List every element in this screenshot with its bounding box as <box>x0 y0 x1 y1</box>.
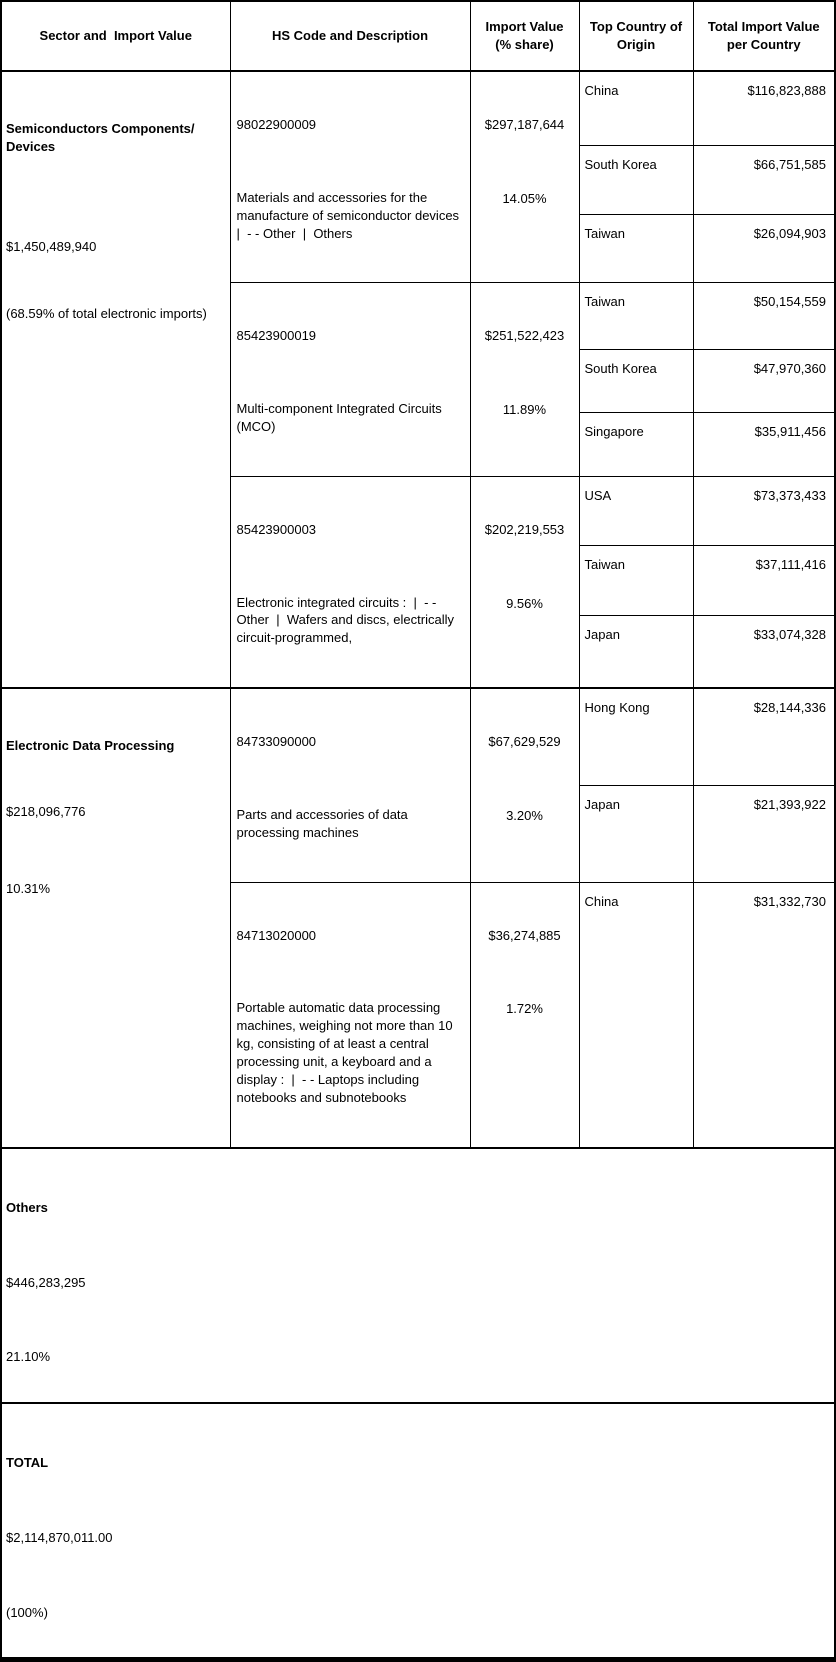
country-name: Taiwan <box>579 283 693 350</box>
import-value: $67,629,529 <box>488 734 561 750</box>
import-share: 9.56% <box>506 595 543 611</box>
hs-description: Portable automatic data processing machines, weighing not more than 10 kg, consisting of at least a central processing unit, a keyboard and a display : | - - Laptops including notebooks and subnotebooks <box>236 1000 457 1105</box>
others-row <box>1 1148 835 1403</box>
hs-cell <box>230 882 470 1148</box>
country-name: Taiwan <box>579 214 693 283</box>
country-name: China <box>579 71 693 145</box>
import-value-cell <box>470 283 579 476</box>
total-value: $2,114,870,011.00 <box>6 1529 113 1545</box>
import-value-cell <box>470 476 579 688</box>
col-header-hs-code: HS Code and Description <box>230 1 470 71</box>
hs-cell <box>230 688 470 882</box>
total-cell <box>1 1403 835 1660</box>
country-value: $28,144,336 <box>693 688 835 785</box>
country-name: USA <box>579 476 693 545</box>
hs-code: 84733090000 <box>236 734 317 750</box>
hs-description: Electronic integrated circuits : | - - Other | Wafers and discs, electrically circuit-programmed, <box>236 594 458 646</box>
col-header-top-country: Top Country of Origin <box>579 1 693 71</box>
others-label: Others <box>6 1199 48 1215</box>
import-share: 3.20% <box>506 807 543 823</box>
import-value-cell <box>470 688 579 882</box>
hs-code: 85423900019 <box>236 328 317 344</box>
total-label: TOTAL <box>6 1455 49 1470</box>
sector-name: Semiconductors Components/ Devices <box>6 120 199 154</box>
sector-cell-electronic-data-processing <box>1 688 230 1148</box>
others-share: 21.10% <box>6 1349 51 1365</box>
import-value-cell <box>470 882 579 1148</box>
import-share: 14.05% <box>502 190 547 206</box>
country-value: $50,154,559 <box>693 283 835 350</box>
sector-share-note: (68.59% of total electronic imports) <box>6 306 207 322</box>
table-row <box>1 71 835 145</box>
country-value: $37,111,416 <box>693 545 835 616</box>
hs-code: 84713020000 <box>236 927 317 943</box>
country-name: Japan <box>579 785 693 882</box>
import-value: $297,187,644 <box>484 116 565 132</box>
col-header-import-value: Import Value (% share) <box>470 1 579 71</box>
sector-name: Electronic Data Processing <box>6 738 175 754</box>
hs-code: 85423900003 <box>236 521 317 537</box>
country-value: $66,751,585 <box>693 145 835 214</box>
hs-code: 98022900009 <box>236 116 317 132</box>
country-value: $26,094,903 <box>693 214 835 283</box>
country-value: $31,332,730 <box>693 882 835 1148</box>
hs-cell <box>230 71 470 283</box>
header-row <box>1 1 835 71</box>
total-row <box>1 1403 835 1660</box>
country-value: $116,823,888 <box>693 71 835 145</box>
country-name: Singapore <box>579 413 693 476</box>
hs-description: Parts and accessories of data processing machines <box>236 806 412 840</box>
col-header-sector: Sector and Import Value <box>1 1 230 71</box>
others-value: $446,283,295 <box>6 1274 86 1290</box>
sector-cell-semiconductors <box>1 71 230 688</box>
sector-import-value: $1,450,489,940 <box>6 238 97 254</box>
import-value: $202,219,553 <box>484 521 565 537</box>
others-cell <box>1 1148 835 1403</box>
total-share: (100%) <box>6 1604 48 1620</box>
country-value: $47,970,360 <box>693 350 835 413</box>
import-value: $36,274,885 <box>488 927 561 943</box>
hs-cell <box>230 283 470 476</box>
import-share: 11.89% <box>502 402 547 418</box>
import-share: 1.72% <box>506 1001 543 1017</box>
import-value: $251,522,423 <box>484 328 565 344</box>
col-header-total-per-country: Total Import Value per Country <box>693 1 835 71</box>
country-value: $73,373,433 <box>693 476 835 545</box>
country-name: Taiwan <box>579 545 693 616</box>
country-name: China <box>579 882 693 1148</box>
country-name: South Korea <box>579 145 693 214</box>
country-name: Japan <box>579 616 693 688</box>
hs-description: Materials and accessories for the manufacture of semiconductor devices | - - Other | Others <box>236 189 467 241</box>
country-name: Hong Kong <box>579 688 693 785</box>
import-value-cell <box>470 71 579 283</box>
hs-description: Multi-component Integrated Circuits (MCO) <box>236 401 446 434</box>
table-row <box>1 688 835 785</box>
hs-cell <box>230 476 470 688</box>
sector-share-note: 10.31% <box>6 880 51 896</box>
country-value: $21,393,922 <box>693 785 835 882</box>
country-name: South Korea <box>579 350 693 413</box>
country-value: $33,074,328 <box>693 616 835 688</box>
country-value: $35,911,456 <box>693 413 835 476</box>
sector-import-value: $218,096,776 <box>6 803 86 819</box>
